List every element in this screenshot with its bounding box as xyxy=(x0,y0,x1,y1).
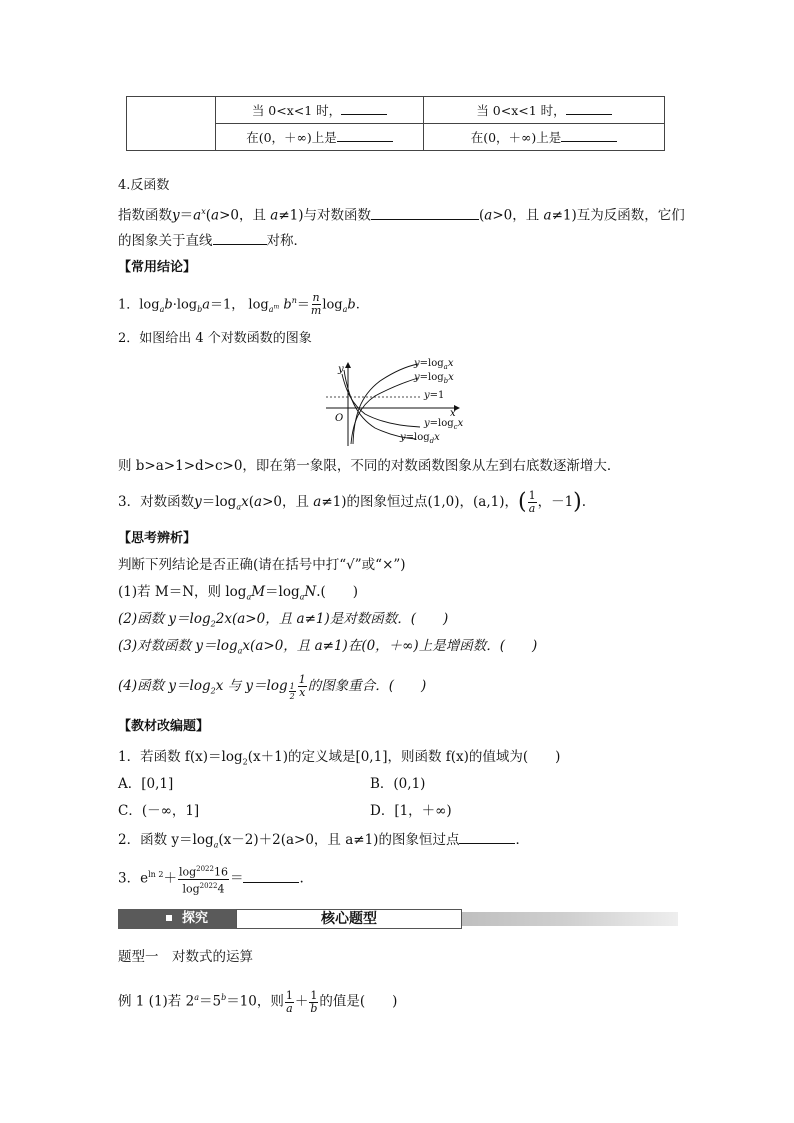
axis-y-label: y xyxy=(338,364,344,375)
origin-label: O xyxy=(335,413,344,424)
option-b: B．(0,1) xyxy=(370,776,426,792)
question: (3)对数函数 $y=\log_ax(a>0$，且 a≠1)在(0，＋∞)上是增函数．( ) xyxy=(118,638,538,656)
banner-right: 核心题型 xyxy=(236,909,462,929)
graph-label-d: $y=\log_dx$ xyxy=(400,432,440,445)
problem: 2．函数 $y=\log_a(x-2)+2(a>0$，且 a≠1)的图象恒过点 ． xyxy=(118,832,529,850)
table-cell: 当 0<x<1 时， xyxy=(424,97,665,124)
paragraph: 判断下列结论是否正确(请在括号中打“√”或“×”) xyxy=(118,557,406,573)
topic-title: 题型一 对数式的运算 xyxy=(118,949,253,965)
section-banner xyxy=(118,908,678,930)
question: (2)函数 $y=\log_22x(a>0$，且 a≠1)是对数函数．( ) xyxy=(118,611,449,629)
axis-x-label: x xyxy=(450,408,456,419)
graph-label-one: y=1 xyxy=(424,390,445,401)
option-c: C．(－∞，1] xyxy=(118,803,200,819)
paragraph: 指数函数$y=a^x(a>0$，且 a≠1)与对数函数 (a>0，且 a≠1)互为反函数，它们 xyxy=(118,207,685,224)
section-title: 4.反函数 xyxy=(118,178,170,193)
graph-label-c: $y=\log_cx$ xyxy=(424,418,464,431)
paragraph: 则 b>a>1>d>c>0，即在第一象限，不同的对数函数图象从左到右底数逐渐增大． xyxy=(118,458,621,474)
problem: 1．若函数 $f(x)=\log_2(x+1)$的定义域是[0,1]，则函数 f(x)的值域为( ) xyxy=(118,749,561,767)
section-heading: 【思考辨析】 xyxy=(118,531,197,546)
problem: 3．$e^{ln 2}+$ $\frac{\log^{2022}16}{\log^{2022}4}$ ＝ . xyxy=(118,864,304,896)
option-d: D．[1，＋∞) xyxy=(370,803,452,819)
properties-table xyxy=(126,96,665,151)
banner-left: 探究 xyxy=(118,909,236,929)
question: (4)函数 $y=\log_2x$ 与 y＝log $_{\frac{1}{2}}$ $\frac{1}{x}$ 的图象重合．( ) xyxy=(118,673,427,702)
paragraph: 2．如图给出 4 个对数函数的图象 xyxy=(118,331,312,346)
graph-label-b: $y=\log_bx$ xyxy=(414,372,454,385)
paragraph: 的图象关于直线 对称． xyxy=(118,233,307,249)
option-a: A．[0,1] xyxy=(118,776,174,792)
table-cell: 在(0，＋∞)上是 xyxy=(216,124,424,151)
example: 例 1 (1)若 $2^a=5^b=10$，则 $\frac{1}{a}$ ＋ $\frac{1}{b}$ 的值是( ) xyxy=(118,988,398,1015)
table-empty-cell xyxy=(127,97,216,151)
section-heading: 【常用结论】 xyxy=(118,260,197,275)
paragraph: 3．对数函数$y=\log_ax(a>0$，且 a≠1)的图象恒过点(1,0)，(a,1)，( $\frac{1}{a}$ ，－1). xyxy=(118,489,587,515)
question: (1)若 M＝N，则 $\log_aM=\log_aN$.( ) xyxy=(118,584,359,602)
graph-label-a: $y=\log_ax$ xyxy=(414,358,454,371)
table-cell: 当 0<x<1 时， xyxy=(216,97,424,124)
table-cell: 在(0，＋∞)上是 xyxy=(424,124,665,151)
section-heading: 【教材改编题】 xyxy=(118,719,210,734)
formula-line: 1．$\log_ab\cdot\log_ba=1$， $\log_{a^m} b^n=$ $\frac{n}{m}$ $\log_ab$. xyxy=(118,291,360,318)
